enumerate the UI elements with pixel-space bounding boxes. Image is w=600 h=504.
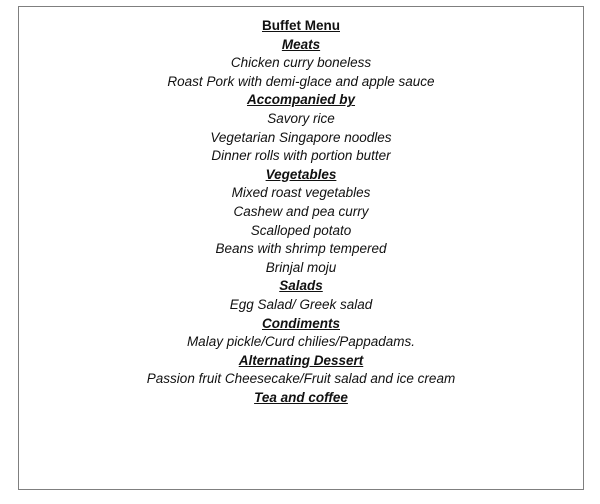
section-heading-meats: Meats [281, 36, 321, 52]
section-heading-vegetables: Vegetables [265, 166, 337, 182]
menu-item: Brinjal moju [265, 259, 337, 275]
menu-title: Buffet Menu [262, 18, 340, 33]
menu-item: Chicken curry boneless [230, 55, 372, 71]
section-heading-condiments: Condiments [261, 315, 340, 331]
menu-item: Dinner rolls with portion butter [211, 148, 391, 164]
buffet-menu [19, 17, 583, 407]
section-heading-accompanied-by: Accompanied by [246, 92, 356, 108]
menu-item: Cashew and pea curry [233, 203, 369, 219]
menu-item: Vegetarian Singapore noodles [210, 129, 392, 145]
section-heading-salads: Salads [279, 278, 323, 294]
menu-item: Egg Salad/ Greek salad [229, 296, 373, 312]
menu-item: Malay pickle/Curd chilies/Pappadams. [186, 334, 416, 350]
section-heading-tea-and-coffee: Tea and coffee [254, 389, 348, 405]
menu-item: Mixed roast vegetables [231, 185, 371, 201]
menu-item: Passion fruit Cheesecake/Fruit salad and ice cream [146, 371, 456, 387]
menu-item: Roast Pork with demi-glace and apple sauce [167, 73, 435, 89]
section-heading-alternating-dessert: Alternating Dessert [238, 352, 364, 368]
document-page [18, 6, 584, 490]
menu-item: Beans with shrimp tempered [215, 241, 387, 257]
menu-item: Scalloped potato [250, 222, 352, 238]
menu-item: Savory rice [267, 110, 335, 126]
